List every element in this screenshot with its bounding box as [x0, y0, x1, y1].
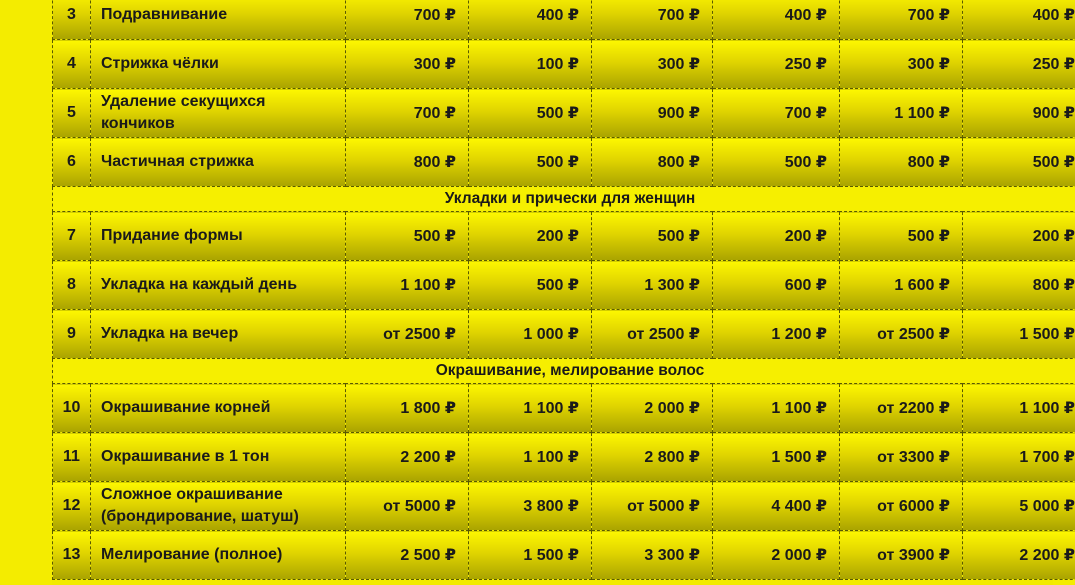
price-cell: 500 ₽	[469, 261, 592, 310]
service-row	[53, 384, 1075, 433]
price-cell: 1 600 ₽	[840, 261, 963, 310]
price-cell: 800 ₽	[592, 138, 713, 187]
left-margin	[0, 0, 52, 585]
price-table	[52, 0, 1075, 580]
price-cell: 1 100 ₽	[713, 384, 840, 433]
price-cell: 700 ₽	[346, 0, 469, 40]
price-cell: 300 ₽	[840, 40, 963, 89]
service-row	[53, 531, 1075, 580]
service-row	[53, 138, 1075, 187]
service-row	[53, 40, 1075, 89]
price-cell: 300 ₽	[346, 40, 469, 89]
price-cell: 4 400 ₽	[713, 482, 840, 531]
service-number: 12	[53, 482, 91, 531]
service-name: Укладка на каждый день	[91, 261, 346, 310]
service-number: 10	[53, 384, 91, 433]
service-name: Окрашивание корней	[91, 384, 346, 433]
price-cell: 2 000 ₽	[592, 384, 713, 433]
price-cell: 400 ₽	[469, 0, 592, 40]
service-name: Стрижка чёлки	[91, 40, 346, 89]
service-number: 6	[53, 138, 91, 187]
service-number: 7	[53, 212, 91, 261]
service-name: Сложное окрашивание (брондирование, шатуш)	[91, 482, 346, 531]
price-cell: 2 200 ₽	[963, 531, 1075, 580]
price-cell: 1 100 ₽	[469, 384, 592, 433]
service-number: 8	[53, 261, 91, 310]
price-cell: 700 ₽	[592, 0, 713, 40]
price-cell: 1 300 ₽	[592, 261, 713, 310]
service-name: Укладка на вечер	[91, 310, 346, 359]
price-cell: 500 ₽	[592, 212, 713, 261]
service-row	[53, 482, 1075, 531]
service-name: Придание формы	[91, 212, 346, 261]
price-cell: 250 ₽	[713, 40, 840, 89]
service-row	[53, 89, 1075, 138]
price-cell: 500 ₽	[469, 89, 592, 138]
service-row	[53, 310, 1075, 359]
price-cell: 500 ₽	[963, 138, 1075, 187]
price-cell: 2 000 ₽	[713, 531, 840, 580]
section-title: Укладки и прически для женщин	[53, 187, 1075, 212]
service-number: 3	[53, 0, 91, 40]
section-title: Окрашивание, мелирование волос	[53, 359, 1075, 384]
price-cell: 1 100 ₽	[346, 261, 469, 310]
price-cell: 800 ₽	[963, 261, 1075, 310]
price-cell: от 3300 ₽	[840, 433, 963, 482]
price-cell: 700 ₽	[840, 0, 963, 40]
price-cell: от 2200 ₽	[840, 384, 963, 433]
service-row	[53, 261, 1075, 310]
price-cell: 2 800 ₽	[592, 433, 713, 482]
price-cell: от 2500 ₽	[840, 310, 963, 359]
price-cell: 100 ₽	[469, 40, 592, 89]
price-cell: от 2500 ₽	[592, 310, 713, 359]
price-cell: 1 100 ₽	[469, 433, 592, 482]
service-row	[53, 212, 1075, 261]
price-cell: 200 ₽	[469, 212, 592, 261]
price-cell: 800 ₽	[346, 138, 469, 187]
price-cell: 250 ₽	[963, 40, 1075, 89]
price-cell: от 3900 ₽	[840, 531, 963, 580]
price-cell: 3 800 ₽	[469, 482, 592, 531]
price-cell: 700 ₽	[346, 89, 469, 138]
price-table-body	[53, 0, 1075, 580]
price-cell: от 5000 ₽	[346, 482, 469, 531]
section-header-row	[53, 187, 1075, 212]
price-cell: 1 500 ₽	[963, 310, 1075, 359]
price-cell: 900 ₽	[592, 89, 713, 138]
price-cell: 200 ₽	[963, 212, 1075, 261]
price-cell: 500 ₽	[469, 138, 592, 187]
price-cell: от 6000 ₽	[840, 482, 963, 531]
price-cell: 500 ₽	[840, 212, 963, 261]
price-cell: 400 ₽	[963, 0, 1075, 40]
price-cell: 600 ₽	[713, 261, 840, 310]
price-cell: 700 ₽	[713, 89, 840, 138]
price-cell: 3 300 ₽	[592, 531, 713, 580]
service-name: Подравнивание	[91, 0, 346, 40]
price-cell: от 2500 ₽	[346, 310, 469, 359]
price-cell: 300 ₽	[592, 40, 713, 89]
price-cell: 1 100 ₽	[840, 89, 963, 138]
price-cell: от 5000 ₽	[592, 482, 713, 531]
service-name: Мелирование (полное)	[91, 531, 346, 580]
service-number: 4	[53, 40, 91, 89]
price-cell: 5 000 ₽	[963, 482, 1075, 531]
service-row	[53, 433, 1075, 482]
price-cell: 1 000 ₽	[469, 310, 592, 359]
price-cell: 500 ₽	[713, 138, 840, 187]
price-cell: 2 500 ₽	[346, 531, 469, 580]
service-number: 9	[53, 310, 91, 359]
price-cell: 200 ₽	[713, 212, 840, 261]
service-number: 13	[53, 531, 91, 580]
service-number: 5	[53, 89, 91, 138]
service-name: Частичная стрижка	[91, 138, 346, 187]
price-cell: 1 200 ₽	[713, 310, 840, 359]
service-name: Окрашивание в 1 тон	[91, 433, 346, 482]
price-cell: 900 ₽	[963, 89, 1075, 138]
price-cell: 500 ₽	[346, 212, 469, 261]
price-cell: 2 200 ₽	[346, 433, 469, 482]
price-cell: 1 500 ₽	[713, 433, 840, 482]
price-cell: 400 ₽	[713, 0, 840, 40]
price-cell: 1 500 ₽	[469, 531, 592, 580]
service-name: Удаление секущихся кончиков	[91, 89, 346, 138]
price-cell: 1 700 ₽	[963, 433, 1075, 482]
price-cell: 1 100 ₽	[963, 384, 1075, 433]
service-number: 11	[53, 433, 91, 482]
price-cell: 800 ₽	[840, 138, 963, 187]
section-header-row	[53, 359, 1075, 384]
service-row	[53, 0, 1075, 40]
price-cell: 1 800 ₽	[346, 384, 469, 433]
